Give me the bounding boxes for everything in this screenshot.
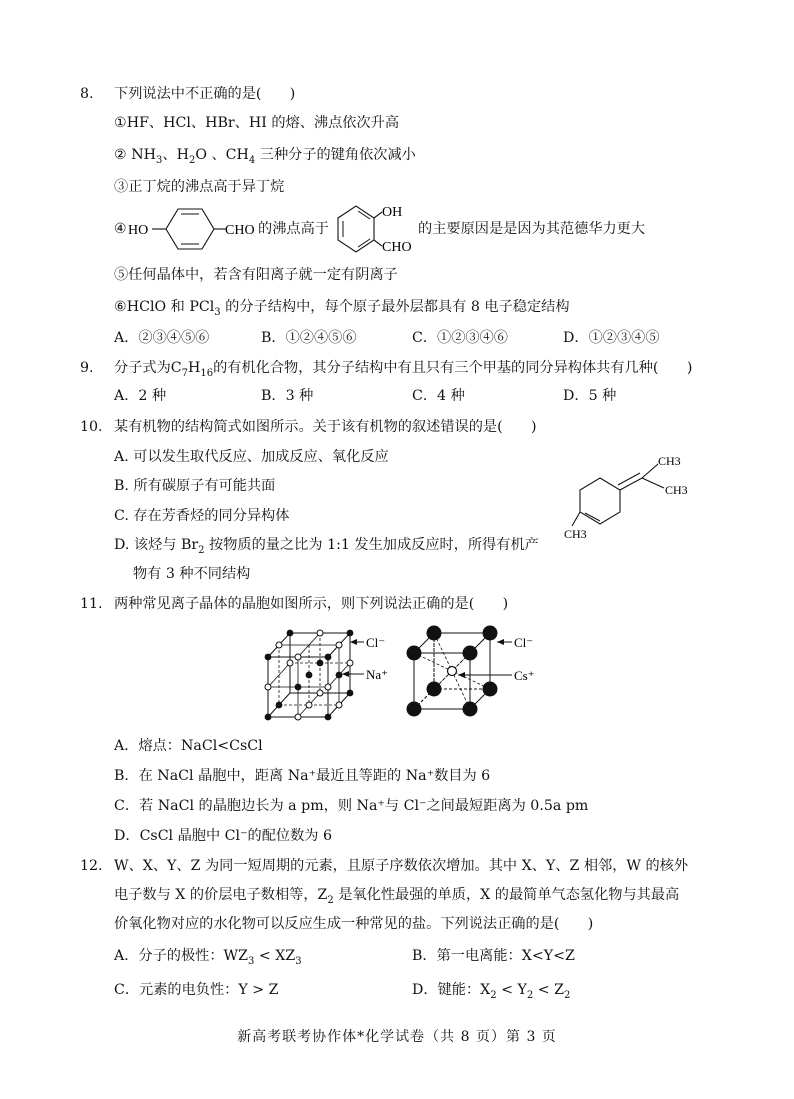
nacl-unit-cell [258, 625, 403, 725]
ch3-left-label: CH3 [564, 527, 587, 541]
cscl-unit-cell [402, 625, 552, 725]
q8-statement-2: ② $NH_3$、$H_2O$ 、$CH_4$ 三种分子的键角依次减小 [114, 147, 416, 166]
ch3-right-label: CH3 [665, 483, 688, 497]
cscl-cl-label: Cl⁻ [514, 635, 534, 650]
q10-stem: 某有机物的结构简式如图所示。关于该有机物的叙述错误的是( ) [114, 419, 537, 435]
q8-statement-5: ⑤任何晶体中，若含有阳离子就一定有阴离子 [114, 267, 398, 283]
q8-statement-3: ③正丁烷的沸点高于异丁烷 [114, 179, 285, 195]
q8-statement-4-prefix: ④ [114, 221, 127, 237]
q9-option-b: B．3 种 [261, 388, 314, 404]
page-footer: 新高考联考协作体*化学试卷（共 8 页）第 3 页 [237, 1029, 557, 1045]
q8-statement-4-mid: 的沸点高于 [258, 221, 329, 237]
q8-option-a: A．②③④⑤⑥ [114, 330, 210, 346]
q12-number: 12. [80, 858, 103, 874]
q10-option-c: C. 存在芳香烃的同分异构体 [114, 508, 290, 524]
nacl-cl-label: Cl⁻ [366, 635, 386, 650]
q12-option-a: A．分子的极性：$WZ_3 < XZ_3$ [114, 948, 302, 967]
q9-number: 9. [80, 360, 94, 376]
q12-option-c: C．元素的电负性：Y > Z [114, 982, 279, 998]
q10-option-d: D. 该烃与 $Br_2$ 按物质的量之比为 1:1 发生加成反应时，所得有机产 [114, 537, 539, 556]
q11-option-d: D．CsCl 晶胞中 Cl⁻的配位数为 6 [114, 828, 333, 844]
q12-line-1: W、X、Y、Z 为同一短周期的元素，且原子序数依次增加。其中 X、Y、Z 相邻，W 的核外 [114, 858, 689, 874]
q8-statement-4-suffix: 的主要原因是是因为其范德华力更大 [418, 221, 646, 237]
q8-statement-1: ①HF、HCl、HBr、HI 的熔、沸点依次升高 [114, 115, 400, 131]
cscl-cs-label: Cs⁺ [514, 668, 535, 683]
q11-option-b: B．在 NaCl 晶胞中，距离 Na⁺最近且等距的 Na⁺数目为 6 [114, 768, 491, 784]
q9-option-c: C．4 种 [412, 388, 465, 404]
ch3-top-label: CH3 [658, 454, 681, 468]
terpene-structure [560, 450, 710, 550]
q12-option-b: B．第一电离能：X<Y<Z [412, 948, 575, 964]
ortho-hydroxybenzaldehyde-structure [330, 200, 420, 258]
q9-option-d: D．5 种 [563, 388, 617, 404]
q10-option-d-cont: 物有 3 种不同结构 [133, 566, 251, 582]
q9-option-a: A．2 种 [114, 388, 167, 404]
q8-number: 8. [80, 86, 94, 102]
q9-stem: 分子式为$C_7H_{16}$的有机化合物，其分子结构中有且只有三个甲基的同分异构体共有几种( ) [114, 360, 693, 379]
q12-line-2: 电子数与 X 的价层电子数相等，$Z_2$ 是氧化性最强的单质，X 的最简单气态氢化物与其最高 [114, 887, 680, 906]
q8-statement-6: ⑥HClO 和 PCl$_3$ 的分子结构中，每个原子最外层都具有 8 电子稳定结构 [114, 299, 570, 318]
q12-line-3: 价氧化物对应的水化物可以反应生成一种常见的盐。下列说法正确的是( ) [114, 916, 594, 932]
q10-option-a: A. 可以发生取代反应、加成反应、氧化反应 [114, 449, 389, 465]
nacl-na-label: Na⁺ [366, 667, 389, 682]
q8-option-d: D．①②③④⑤ [563, 330, 660, 346]
q12-option-d: D．键能：$X_2 < Y_2 < Z_2$ [412, 982, 571, 1001]
q8-stem: 下列说法中不正确的是( ) [114, 86, 296, 102]
oh-label: OH [382, 205, 403, 220]
q11-option-c: C．若 NaCl 的晶胞边长为 a pm，则 Na⁺与 Cl⁻之间最短距离为 0.5a pm [114, 798, 589, 814]
q11-number: 11. [80, 596, 103, 612]
q11-option-a: A．熔点：NaCl<CsCl [114, 738, 263, 754]
q8-option-c: C．①②③④⑥ [412, 330, 508, 346]
ho-label: HO [128, 223, 149, 238]
para-hydroxybenzaldehyde-structure [126, 205, 261, 253]
q10-option-b: B. 所有碳原子有可能共面 [114, 478, 276, 494]
q8-option-b: B．①②④⑤⑥ [261, 330, 357, 346]
cho-label: CHO [225, 223, 255, 238]
q10-number: 10. [80, 419, 103, 435]
cho-label-2: CHO [382, 240, 412, 255]
q11-stem: 两种常见离子晶体的晶胞如图所示，则下列说法正确的是( ) [114, 596, 509, 612]
